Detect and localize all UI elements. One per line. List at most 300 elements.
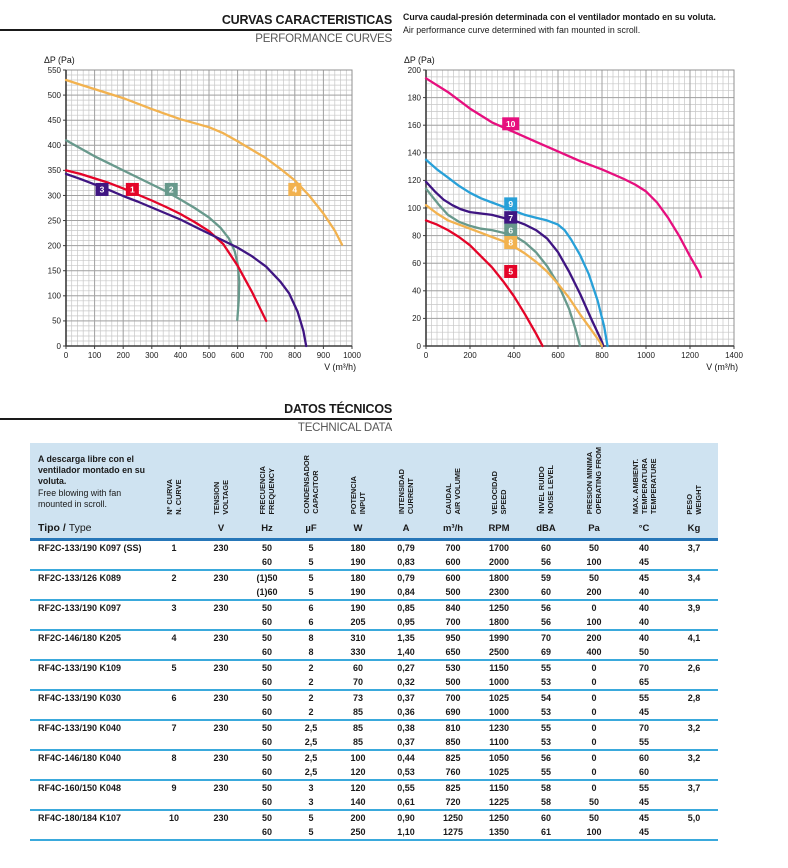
cell-curve-number [152, 555, 196, 570]
y-tick-label: 350 [47, 166, 61, 176]
cell-curve-number: 5 [152, 660, 196, 675]
table-body [30, 540, 718, 841]
cell-frequency: 60 [246, 825, 288, 840]
cell-frequency: 50 [246, 660, 288, 675]
cell-speed: 1000 [488, 677, 510, 688]
datos-title-es: DATOS TÉCNICOS [284, 402, 392, 416]
cell-input-power: 330 [350, 647, 366, 658]
unit-Hz: Hz [246, 521, 288, 540]
cell-air-volume: 530 [430, 660, 476, 675]
cell-operating-pressure: 100 [586, 617, 602, 628]
cell-curve-number [152, 615, 196, 630]
x-axis-title: V (m³/h) [706, 362, 738, 372]
column-header-line: CONDENSADOR [302, 455, 311, 515]
cell-air-volume: 850 [445, 737, 461, 748]
cell-max-temperature: 60 [618, 750, 670, 765]
cell-frequency: 60 [261, 797, 272, 808]
x-tick-label: 600 [551, 351, 565, 360]
cell-air-volume: 810 [430, 720, 476, 735]
cell-air-volume: 500 [445, 587, 461, 598]
column-header-operating-from [570, 443, 618, 521]
x-tick-label: 1000 [343, 351, 361, 360]
x-tick-label: 0 [63, 351, 69, 360]
cell-speed: 1025 [476, 690, 522, 705]
cell-operating-pressure: 0 [591, 737, 597, 748]
cell-weight [670, 675, 718, 690]
cell-frequency: 60 [261, 707, 272, 718]
cell-weight: 3,2 [670, 720, 718, 735]
curve-label-text-9: 9 [508, 199, 514, 210]
cell-speed: 2300 [488, 587, 510, 598]
cell-speed: 1150 [476, 660, 522, 675]
column-header-line: AIR VOLUME [453, 467, 462, 515]
cell-noise-level: 55 [540, 767, 551, 778]
column-header-line: VELOCIDAD [490, 470, 499, 515]
cell-weight [670, 765, 718, 780]
y-tick-label: 140 [407, 148, 421, 158]
cell-noise-level: 69 [540, 647, 551, 658]
cell-noise-level: 70 [522, 630, 570, 645]
cell-operating-pressure: 50 [588, 797, 599, 808]
cell-input-power: 70 [352, 677, 363, 688]
cell-weight [670, 585, 718, 600]
cell-current: 0,85 [382, 600, 430, 615]
cell-curve-number [152, 735, 196, 750]
cell-capacitor: 5 [288, 810, 334, 825]
table-intro [30, 447, 152, 510]
cell-max-temperature: 40 [638, 543, 649, 554]
cell-noise-level: 59 [522, 570, 570, 585]
cell-operating-pressure: 0 [570, 690, 618, 705]
x-tick-label: 400 [173, 351, 188, 360]
cell-weight: 4,1 [670, 630, 718, 645]
cell-operating-pressure: 0 [570, 660, 618, 675]
cell-input-power: 60 [334, 660, 382, 675]
unit-W: W [334, 521, 382, 540]
curve-label-text-5: 5 [508, 266, 514, 277]
cell-model: RF2C-133/190 K097 (SS) [38, 543, 142, 554]
cell-input-power: 310 [334, 630, 382, 645]
cell-operating-pressure: 0 [570, 600, 618, 615]
cell-speed: 1250 [476, 810, 522, 825]
cell-input-power: 85 [352, 707, 363, 718]
column-header-current [382, 443, 430, 521]
cell-input-power: 190 [350, 557, 366, 568]
unit-dBA: dBA [522, 521, 570, 540]
curve-label-text-7: 7 [508, 212, 514, 223]
cell-noise-level: 53 [540, 707, 551, 718]
column-header-noise-level [522, 443, 570, 521]
datos-title-block [0, 389, 392, 420]
cell-model [30, 555, 152, 570]
cell-current: 1,10 [382, 825, 430, 840]
cell-weight: 3,2 [670, 750, 718, 765]
cell-operating-pressure: 0 [570, 780, 618, 795]
table-row [30, 750, 718, 765]
x-tick-label: 100 [87, 351, 102, 360]
grid-major [66, 70, 352, 346]
y-tick-label: 400 [47, 141, 61, 151]
cell-frequency: 50 [246, 810, 288, 825]
column-header-line: POTENCIA [349, 476, 358, 515]
column-header-label [302, 455, 320, 514]
cell-curve-number: 4 [152, 630, 196, 645]
cell-speed: 1000 [488, 707, 510, 718]
cell-input-power: 73 [334, 690, 382, 705]
unit-µF: µF [288, 521, 334, 540]
y-tick-label: 450 [47, 115, 61, 125]
column-header-line: CAPACITOR [311, 470, 320, 515]
cell-air-volume: 1275 [430, 825, 476, 840]
x-tick-label: 500 [202, 351, 216, 360]
column-header-line: NOISE LEVEL [546, 465, 555, 515]
cell-model [30, 675, 152, 690]
cell-capacitor: 2 [308, 707, 314, 718]
column-header-label [490, 471, 508, 515]
cell-max-temperature: 60 [638, 767, 649, 778]
cell-model: RF4C-133/190 K109 [30, 660, 152, 675]
cell-input-power: 200 [334, 810, 382, 825]
y-tick-label: 100 [47, 291, 61, 301]
chart-rf2c [24, 50, 380, 389]
cell-operating-pressure: 0 [570, 720, 618, 735]
cell-air-volume: 950 [430, 630, 476, 645]
cell-speed: 1250 [476, 600, 522, 615]
cell-noise-level: 55 [522, 660, 570, 675]
column-header-n-curve [152, 443, 196, 521]
column-header-line: CURRENT [406, 478, 415, 515]
curve-label-text-4: 4 [292, 184, 298, 195]
cell-curve-number: 6 [152, 690, 196, 705]
column-header-line: FREQUENCY [267, 467, 276, 515]
cell-frequency: 60 [261, 647, 272, 658]
curves-section-header [0, 0, 788, 45]
x-tick-label: 900 [316, 351, 331, 360]
cell-model [30, 735, 152, 750]
cell-max-temperature: 70 [618, 720, 670, 735]
cell-noise-level: 61 [522, 825, 570, 840]
table-row [30, 735, 718, 750]
cell-frequency: 60 [261, 617, 272, 628]
cell-frequency: 50 [246, 750, 288, 765]
cell-capacitor: 5 [288, 825, 334, 840]
cell-air-volume: 1250 [430, 810, 476, 825]
cell-voltage: 230 [213, 543, 229, 554]
table-row [30, 555, 718, 570]
column-header-line: N. CURVE [174, 479, 183, 515]
cell-capacitor: 6 [308, 617, 314, 628]
cell-current: 0,36 [397, 707, 415, 718]
cell-model: RF2C-133/126 K089 [30, 570, 152, 585]
cell-voltage [196, 585, 246, 600]
performance-chart-rf4c [386, 50, 758, 384]
column-header-line: PRESION MINIMA [585, 451, 594, 515]
cell-frequency: 50 [246, 630, 288, 645]
cell-input-power: 140 [350, 797, 366, 808]
cell-operating-pressure: 50 [570, 810, 618, 825]
table-row [30, 585, 718, 600]
cell-capacitor: 2,5 [304, 767, 318, 778]
cell-frequency: 50 [246, 690, 288, 705]
cell-noise-level: 60 [522, 810, 570, 825]
cell-model [30, 765, 152, 780]
table-row [30, 720, 718, 735]
cell-speed: 1225 [488, 797, 510, 808]
y-tick-label: 0 [56, 341, 61, 351]
x-tick-label: 600 [230, 351, 245, 360]
column-header-air-volume [430, 443, 476, 521]
cell-max-temperature: 45 [618, 570, 670, 585]
x-tick-label: 0 [423, 351, 429, 360]
cell-max-temperature: 40 [638, 617, 649, 628]
cell-speed: 1700 [488, 543, 510, 554]
table-row [30, 795, 718, 810]
cell-frequency: 50 [261, 543, 272, 554]
cell-curve-number: 8 [152, 750, 196, 765]
cell-max-temperature: 55 [618, 690, 670, 705]
cell-current: 0,61 [397, 797, 415, 808]
cell-weight [670, 615, 718, 630]
cell-speed: 1230 [476, 720, 522, 735]
cell-operating-pressure: 50 [570, 570, 618, 585]
cell-noise-level: 56 [540, 557, 551, 568]
cell-input-power: 250 [334, 825, 382, 840]
unit-RPM: RPM [476, 521, 522, 540]
y-tick-label: 500 [47, 90, 61, 100]
cell-current: 0,79 [397, 543, 415, 554]
cell-curve-number [152, 585, 196, 600]
cell-voltage [196, 675, 246, 690]
tipo-label: Tipo / [38, 522, 66, 535]
cell-model: RF4C-180/184 K107 [30, 810, 152, 825]
x-tick-label: 200 [463, 351, 477, 360]
cell-voltage [196, 795, 246, 810]
y-tick-label: 200 [407, 65, 421, 75]
cell-noise-level: 53 [540, 737, 551, 748]
cell-weight [670, 795, 718, 810]
column-header-voltage [196, 443, 246, 521]
cell-max-temperature: 45 [638, 557, 649, 568]
cell-air-volume: 840 [430, 600, 476, 615]
column-header-label [349, 476, 367, 514]
table-row [30, 705, 718, 720]
cell-noise-level: 54 [522, 690, 570, 705]
cell-weight [670, 705, 718, 720]
x-tick-label: 800 [595, 351, 609, 360]
curve-label-text-8: 8 [508, 237, 514, 248]
cell-max-temperature: 45 [618, 825, 670, 840]
cell-curve-number: 3 [152, 600, 196, 615]
column-header-line: MAX. AMBIENT. [630, 459, 640, 515]
chart-rf4c [386, 50, 758, 389]
unit-°C: °C [618, 521, 670, 540]
cell-curve-number [152, 705, 196, 720]
cell-input-power: 85 [334, 720, 382, 735]
cell-frequency: 60 [261, 677, 272, 688]
table-row [30, 630, 718, 645]
cell-operating-pressure: 200 [586, 587, 602, 598]
cell-speed: 1990 [476, 630, 522, 645]
cell-air-volume: 760 [445, 767, 461, 778]
cell-air-volume: 825 [430, 750, 476, 765]
cell-frequency: 60 [261, 557, 272, 568]
table-row [30, 765, 718, 780]
cell-operating-pressure: 400 [586, 647, 602, 658]
cell-speed: 1800 [476, 570, 522, 585]
cell-current: 1,35 [382, 630, 430, 645]
cell-curve-number [152, 765, 196, 780]
cell-input-power: 180 [350, 543, 366, 554]
y-tick-label: 550 [47, 65, 61, 75]
column-header-line: SPEED [499, 489, 508, 515]
cell-model [30, 615, 152, 630]
curve-label-text-6: 6 [508, 225, 514, 236]
cell-speed: 1350 [476, 825, 522, 840]
table-row [30, 540, 718, 556]
cell-noise-level: 58 [522, 780, 570, 795]
unit-Pa: Pa [570, 521, 618, 540]
unit-A: A [382, 521, 430, 540]
cell-frequency: (1)60 [256, 587, 278, 598]
table-row [30, 825, 718, 840]
table-row [30, 600, 718, 615]
cell-speed: 2000 [488, 557, 510, 568]
cell-current: 0,55 [382, 780, 430, 795]
cell-frequency: 50 [246, 720, 288, 735]
cell-max-temperature: 65 [638, 677, 649, 688]
x-tick-label: 1400 [725, 351, 743, 360]
cell-input-power: 120 [350, 767, 366, 778]
cell-model: RF4C-146/180 K040 [30, 750, 152, 765]
table-row [30, 810, 718, 825]
cell-curve-number [152, 645, 196, 660]
cell-voltage [196, 645, 246, 660]
table-intro-en: Free blowing with fan mounted in scroll. [38, 487, 122, 509]
column-header-line: TEMPERATURA [639, 458, 649, 515]
x-tick-label: 700 [259, 351, 273, 360]
curve-2 [66, 140, 239, 320]
curve-label-text-1: 1 [129, 184, 135, 195]
cell-weight [670, 555, 718, 570]
table-row [30, 570, 718, 585]
cell-noise-level: 58 [540, 797, 551, 808]
cell-operating-pressure: 100 [570, 825, 618, 840]
column-header-line: PESO [685, 493, 694, 515]
curve-label-text-10: 10 [505, 119, 516, 130]
column-header-speed [476, 443, 522, 521]
cell-model: RF2C-146/180 K205 [30, 630, 152, 645]
cell-weight: 3,7 [687, 543, 701, 554]
cell-noise-level: 56 [522, 600, 570, 615]
cell-air-volume: 500 [445, 677, 461, 688]
cell-input-power: 85 [352, 737, 363, 748]
cell-capacitor: 5 [308, 557, 314, 568]
type-label: Type [68, 522, 92, 535]
cell-weight: 2,6 [670, 660, 718, 675]
cell-max-temperature: 55 [618, 780, 670, 795]
x-tick-label: 1200 [681, 351, 699, 360]
y-tick-label: 150 [47, 266, 61, 276]
column-header-frequency [246, 443, 288, 521]
cell-model [30, 585, 152, 600]
table-row [30, 660, 718, 675]
cell-frequency: 60 [261, 737, 272, 748]
cell-weight [670, 825, 718, 840]
cell-operating-pressure: 50 [588, 543, 599, 554]
column-header-label [537, 465, 555, 514]
cell-capacitor: 2 [288, 660, 334, 675]
cell-capacitor: 3 [288, 780, 334, 795]
column-header-label [585, 447, 603, 514]
cell-noise-level: 55 [522, 720, 570, 735]
x-tick-label: 1000 [637, 351, 655, 360]
cell-current: 0,32 [397, 677, 415, 688]
curves-title-en: PERFORMANCE CURVES [255, 33, 392, 45]
cell-frequency: 60 [261, 767, 272, 778]
cell-current: 0,53 [397, 767, 415, 778]
cell-noise-level: 53 [540, 677, 551, 688]
y-tick-label: 200 [47, 241, 61, 251]
tipo-type-header [30, 521, 152, 540]
datos-section-header [0, 389, 788, 434]
y-tick-label: 40 [412, 286, 421, 296]
cell-air-volume: 700 [430, 690, 476, 705]
y-tick-label: 120 [407, 176, 421, 186]
column-header-label [165, 479, 183, 515]
cell-max-temperature: 45 [618, 810, 670, 825]
cell-speed: 1100 [489, 737, 509, 748]
column-header-label [631, 458, 658, 514]
column-header-temperature [618, 443, 670, 521]
cell-model [30, 705, 152, 720]
cell-operating-pressure: 100 [586, 557, 602, 568]
cell-capacitor: 2,5 [288, 750, 334, 765]
curves-note [403, 12, 733, 36]
cell-noise-level: 56 [522, 750, 570, 765]
cell-weight: 3,7 [670, 780, 718, 795]
cell-voltage: 230 [196, 690, 246, 705]
column-header-line: INPUT [358, 492, 367, 515]
cell-capacitor: 3 [308, 797, 314, 808]
cell-weight: 3,9 [670, 600, 718, 615]
cell-curve-number [152, 675, 196, 690]
cell-voltage [196, 615, 246, 630]
cell-capacitor: 8 [308, 647, 314, 658]
curve-label-text-2: 2 [168, 184, 174, 195]
y-tick-label: 100 [407, 203, 421, 213]
cell-speed: 1800 [488, 617, 510, 628]
table-header [30, 443, 718, 540]
table-intro-es: A descarga libre con el ventilador montado en su voluta. [38, 454, 146, 487]
column-header-line: TEMPERATURE [648, 458, 658, 515]
cell-max-temperature: 45 [638, 707, 649, 718]
cell-input-power: 120 [334, 780, 382, 795]
cell-weight: 5,0 [670, 810, 718, 825]
cell-voltage [196, 765, 246, 780]
column-header-label [397, 469, 415, 514]
cell-air-volume: 720 [445, 797, 461, 808]
cell-weight: 3,4 [670, 570, 718, 585]
y-tick-label: 160 [407, 121, 421, 130]
cell-current: 0,38 [382, 720, 430, 735]
cell-voltage: 230 [196, 720, 246, 735]
cell-input-power: 190 [334, 600, 382, 615]
curves-note-es: Curva caudal-presión determinada con el ventilador montado en su voluta. [403, 12, 716, 22]
curves-note-en: Air performance curve determined with fan mounted in scroll. [403, 24, 641, 35]
cell-input-power: 190 [350, 587, 366, 598]
cell-capacitor: 6 [288, 600, 334, 615]
curves-title-block [0, 0, 392, 31]
